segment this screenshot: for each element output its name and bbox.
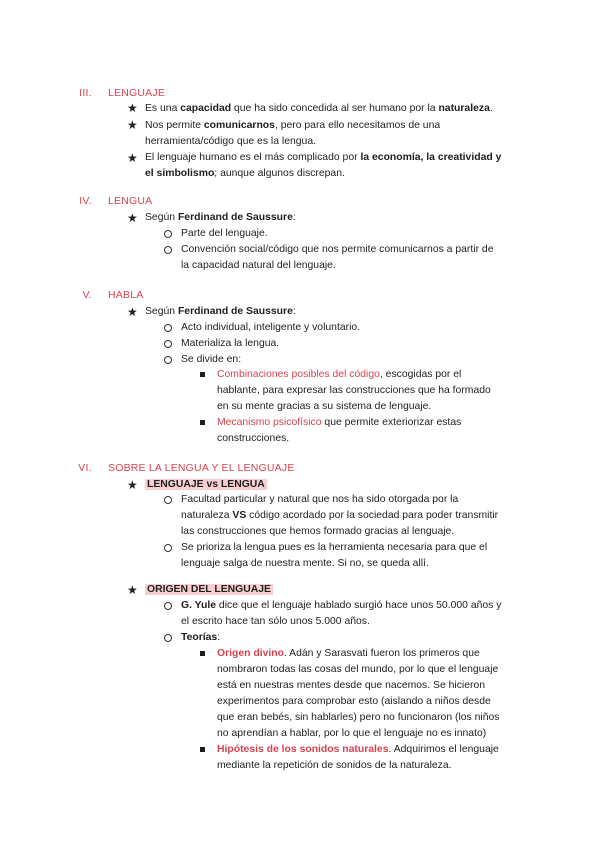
section-number: III. xyxy=(79,87,92,99)
nested-bullet-text-continued: experimentos para comprobar esto (aislando a niños desde xyxy=(217,696,491,707)
sub-bullet-text-continued: las construcciones que hemos formado gracias al lenguaje. xyxy=(181,526,455,537)
circle-bullet-icon xyxy=(164,634,172,642)
bullet-text-continued: herramienta/código que es la lengua. xyxy=(145,136,316,147)
sub-bullet-text: Convención social/código que nos permite comunicarnos a partir de xyxy=(181,244,494,255)
bullet-text: El lenguaje humano es el más complicado por la economía, la creatividad y xyxy=(145,152,502,163)
star-bullet-icon: ★ xyxy=(127,101,138,115)
nested-bullet-text-continued: hablante, para expresar las construcciones que ha formado xyxy=(217,385,491,396)
section-title: HABLA xyxy=(108,289,144,301)
circle-bullet-icon xyxy=(164,230,172,238)
section-number: IV. xyxy=(79,195,92,207)
bullet-text: Según Ferdinand de Saussure: xyxy=(145,212,296,223)
circle-bullet-icon xyxy=(164,246,172,254)
sub-bullet-text-continued: naturaleza VS código acordado por la sociedad para poder transmitir xyxy=(181,510,499,521)
star-bullet-icon: ★ xyxy=(127,305,138,319)
nested-bullet-text-continued: mediante la repetición de sonidos de la naturaleza. xyxy=(217,760,452,771)
bullet-text: Es una capacidad que ha sido concedida al ser humano por la naturaleza. xyxy=(145,103,493,114)
circle-bullet-icon xyxy=(164,544,172,552)
section-title: SOBRE LA LENGUA Y EL LENGUAJE xyxy=(108,462,295,474)
circle-bullet-icon xyxy=(164,496,172,504)
star-bullet-icon: ★ xyxy=(127,151,138,165)
sub-bullet-text: Acto individual, inteligente y voluntario. xyxy=(181,322,361,333)
highlighted-heading: LENGUAJE vs LENGUA xyxy=(147,479,265,490)
section-title: LENGUA xyxy=(108,195,153,207)
star-bullet-icon: ★ xyxy=(127,583,138,597)
section-number: VI. xyxy=(78,462,92,474)
circle-bullet-icon xyxy=(164,324,172,332)
square-bullet-icon xyxy=(200,651,205,656)
nested-bullet-text-continued: construcciones. xyxy=(217,433,290,444)
circle-bullet-icon xyxy=(164,356,172,364)
sub-bullet-text: G. Yule dice que el lenguaje hablado surgió hace unos 50.000 años y xyxy=(181,600,502,611)
sub-bullet-text-continued: el escrito hace tan sólo unos 5.000 años. xyxy=(181,616,370,627)
sub-bullet-text: Parte del lenguaje. xyxy=(181,228,268,239)
sub-bullet-text: Se prioriza la lengua pues es la herramienta necesaria para que el xyxy=(181,542,488,553)
square-bullet-icon xyxy=(200,420,205,425)
sub-bullet-text-continued: lenguaje salga de nuestra mente. Si no, se queda allí. xyxy=(181,558,429,569)
nested-bullet-text-continued: no aprendían a hablar, por lo que el lenguaje no es innato) xyxy=(217,728,487,739)
sub-bullet-text: Se divide en: xyxy=(181,354,242,365)
section-number: V. xyxy=(82,289,92,301)
nested-bullet-text-continued: en su mente gracias a su sistema de lenguaje. xyxy=(217,401,432,412)
bullet-text-continued: el simbolismo; aunque algunos discrepan. xyxy=(145,168,345,179)
circle-bullet-icon xyxy=(164,340,172,348)
section-title: LENGUAJE xyxy=(108,87,166,99)
nested-bullet-text-continued: nombraron todas las cosas del mundo, por lo que el lenguaje xyxy=(217,664,499,675)
square-bullet-icon xyxy=(200,747,205,752)
star-bullet-icon: ★ xyxy=(127,478,138,492)
nested-bullet-text: Mecanismo psicofísico que permite exteriorizar estas xyxy=(217,417,462,428)
sub-bullet-text: Materializa la lengua. xyxy=(181,338,280,349)
nested-bullet-text: Combinaciones posibles del código, escogidas por el xyxy=(217,369,462,380)
bullet-text: Según Ferdinand de Saussure: xyxy=(145,306,296,317)
square-bullet-icon xyxy=(200,372,205,377)
star-bullet-icon: ★ xyxy=(127,211,138,225)
circle-bullet-icon xyxy=(164,602,172,610)
star-bullet-icon: ★ xyxy=(127,118,138,132)
highlighted-heading: ORIGEN DEL LENGUAJE xyxy=(147,584,271,595)
nested-bullet-text: Hipótesis de los sonidos naturales. Adquirimos el lenguaje xyxy=(217,744,499,755)
sub-bullet-text: Facultad particular y natural que nos ha sido otorgada por la xyxy=(181,494,459,505)
sub-bullet-text: Teorías: xyxy=(181,632,221,643)
bullet-text: Nos permite comunicarnos, pero para ello necesitamos de una xyxy=(145,120,441,131)
nested-bullet-text-continued: que eran bebés, sin hablarles) pero no funcionaron (los niños xyxy=(217,712,500,723)
nested-bullet-text: Origen divino. Adán y Sarasvati fueron los primeros que xyxy=(217,648,480,659)
sub-bullet-text-continued: la capacidad natural del lenguaje. xyxy=(181,260,336,271)
nested-bullet-text-continued: está en nuestras mentes desde que nacemos. Se hicieron xyxy=(217,680,486,691)
